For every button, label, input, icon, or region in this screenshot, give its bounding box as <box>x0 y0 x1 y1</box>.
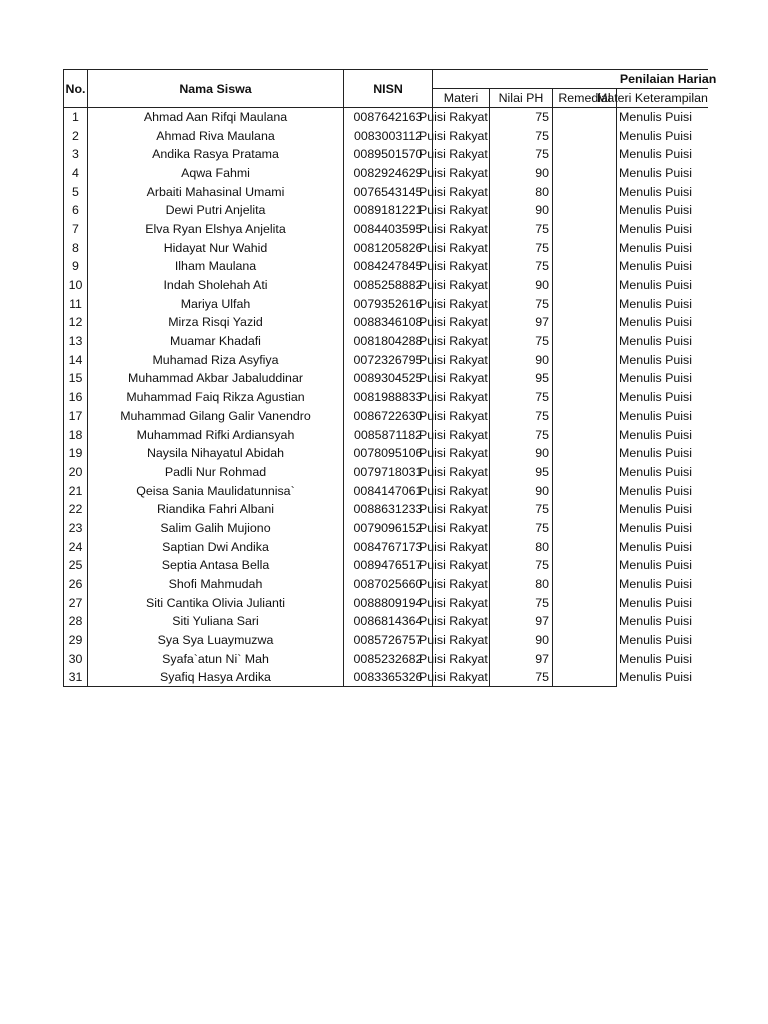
cell-nilai-ph: 90 <box>490 164 553 183</box>
table-row <box>64 126 708 145</box>
cell-nilai-ph: 95 <box>490 463 553 482</box>
cell-nilai-ph: 75 <box>490 407 553 426</box>
cell-materi-text: Puisi Rakyat <box>419 147 488 162</box>
cell-materi-keterampilan: Menulis Puisi <box>619 371 692 386</box>
cell-materi <box>419 276 490 295</box>
header-nama: Nama Siswa <box>88 70 344 108</box>
cell-nisn: 0079352616 <box>344 294 433 313</box>
table-row <box>64 238 708 257</box>
cell-materi-keterampilan: Menulis Puisi <box>619 203 692 218</box>
cell-nisn: 0079096152 <box>344 519 433 538</box>
cell-materi-keterampilan: Menulis Puisi <box>619 446 692 461</box>
cell-nama: Arbaiti Mahasinal Umami <box>88 182 344 201</box>
cell-no: 20 <box>64 463 88 482</box>
cell-no: 13 <box>64 332 88 351</box>
cell-no: 26 <box>64 575 88 594</box>
cell-nisn: 0089181221 <box>344 201 433 220</box>
cell-nisn: 0087642163 <box>344 108 433 127</box>
cell-materi-text: Puisi Rakyat <box>419 110 488 125</box>
cell-no: 30 <box>64 649 88 668</box>
cell-materi-text: Puisi Rakyat <box>419 502 488 517</box>
cell-no: 25 <box>64 556 88 575</box>
cell-nisn: 0085871182 <box>344 425 433 444</box>
cell-materi <box>419 182 490 201</box>
cell-materi-text: Puisi Rakyat <box>419 446 488 461</box>
cell-nilai-ph: 80 <box>490 575 553 594</box>
cell-materi <box>419 519 490 538</box>
cell-materi-keterampilan: Menulis Puisi <box>619 595 692 610</box>
table-row <box>64 537 708 556</box>
cell-remedial <box>553 108 617 127</box>
cell-nisn: 0088346108 <box>344 313 433 332</box>
cell-no: 4 <box>64 164 88 183</box>
cell-nisn: 0079718031 <box>344 463 433 482</box>
cell-no: 27 <box>64 593 88 612</box>
cell-materi-text: Puisi Rakyat <box>419 221 488 236</box>
header-remedial: Remedial <box>553 89 617 108</box>
cell-materi-text: Puisi Rakyat <box>419 184 488 199</box>
table-row <box>64 294 708 313</box>
cell-no: 16 <box>64 388 88 407</box>
cell-nisn: 0089501570 <box>344 145 433 164</box>
cell-nama: Aqwa Fahmi <box>88 164 344 183</box>
cell-nisn: 0081988833 <box>344 388 433 407</box>
cell-materi-text: Puisi Rakyat <box>419 520 488 535</box>
cell-nisn: 0089476517 <box>344 556 433 575</box>
cell-remedial <box>553 519 617 538</box>
cell-remedial <box>553 201 617 220</box>
cell-remedial <box>553 276 617 295</box>
cell-nilai-ph: 75 <box>490 556 553 575</box>
table-row <box>64 182 708 201</box>
cell-nama: Saptian Dwi Andika <box>88 537 344 556</box>
cell-materi-keterampilan: Menulis Puisi <box>619 128 692 143</box>
cell-nama: Syafa`atun Ni` Mah <box>88 649 344 668</box>
cell-materi-keterampilan: Menulis Puisi <box>619 259 692 274</box>
cell-nisn: 0086814364 <box>344 612 433 631</box>
cell-remedial <box>553 612 617 631</box>
cell-materi-keterampilan: Menulis Puisi <box>619 464 692 479</box>
cell-materi-keterampilan: Menulis Puisi <box>619 184 692 199</box>
cell-materi-text: Puisi Rakyat <box>419 371 488 386</box>
cell-no: 22 <box>64 500 88 519</box>
cell-materi <box>419 220 490 239</box>
cell-nilai-ph: 75 <box>490 145 553 164</box>
cell-nisn: 0083365326 <box>344 668 433 687</box>
cell-nilai-ph: 97 <box>490 649 553 668</box>
cell-materi-keterampilan: Menulis Puisi <box>619 651 692 666</box>
cell-no: 18 <box>64 425 88 444</box>
cell-materi <box>419 556 490 575</box>
cell-materi <box>419 407 490 426</box>
table-row <box>64 350 708 369</box>
cell-no: 7 <box>64 220 88 239</box>
cell-nilai-ph: 75 <box>490 126 553 145</box>
cell-nilai-ph: 80 <box>490 537 553 556</box>
header-materi-keterampilan-label: Materi Keterampilan <box>597 91 708 105</box>
cell-remedial <box>553 593 617 612</box>
table-row <box>64 407 708 426</box>
cell-remedial <box>553 182 617 201</box>
header-nilai-ph: Nilai PH <box>490 89 553 108</box>
cell-remedial <box>553 425 617 444</box>
cell-materi-keterampilan: Menulis Puisi <box>619 278 692 293</box>
cell-nilai-ph: 90 <box>490 350 553 369</box>
cell-materi-keterampilan: Menulis Puisi <box>619 633 692 648</box>
table-row <box>64 481 708 500</box>
cell-nama: Mirza Risqi Yazid <box>88 313 344 332</box>
cell-materi-text: Puisi Rakyat <box>419 577 488 592</box>
cell-no: 15 <box>64 369 88 388</box>
cell-materi-text: Puisi Rakyat <box>419 670 488 685</box>
cell-nama: Muhamad Riza Asyfiya <box>88 350 344 369</box>
cell-nisn: 0078095106 <box>344 444 433 463</box>
cell-nilai-ph: 75 <box>490 668 553 687</box>
cell-nisn: 0084247845 <box>344 257 433 276</box>
cell-no: 9 <box>64 257 88 276</box>
cell-nama: Siti Cantika Olivia Julianti <box>88 593 344 612</box>
header-no: No. <box>64 70 88 108</box>
table-row <box>64 201 708 220</box>
cell-nama: Riandika Fahri Albani <box>88 500 344 519</box>
cell-materi <box>419 201 490 220</box>
cell-materi-text: Puisi Rakyat <box>419 464 488 479</box>
cell-no: 12 <box>64 313 88 332</box>
cell-nilai-ph: 75 <box>490 257 553 276</box>
cell-materi-text: Puisi Rakyat <box>419 483 488 498</box>
cell-materi-keterampilan: Menulis Puisi <box>619 483 692 498</box>
cell-remedial <box>553 164 617 183</box>
cell-materi <box>419 500 490 519</box>
cell-nisn: 0087025660 <box>344 575 433 594</box>
cell-materi-text: Puisi Rakyat <box>419 427 488 442</box>
cell-materi <box>419 575 490 594</box>
cell-nisn: 0084767173 <box>344 537 433 556</box>
table-row <box>64 108 708 127</box>
cell-nilai-ph: 75 <box>490 332 553 351</box>
cell-remedial <box>553 537 617 556</box>
cell-materi-text: Puisi Rakyat <box>419 408 488 423</box>
cell-nisn: 0088631233 <box>344 500 433 519</box>
table-row <box>64 425 708 444</box>
cell-nama: Sya Sya Luaymuzwa <box>88 631 344 650</box>
cell-nisn: 0084403595 <box>344 220 433 239</box>
cell-materi-text: Puisi Rakyat <box>419 651 488 666</box>
table-row <box>64 145 708 164</box>
table-row <box>64 519 708 538</box>
cell-nilai-ph: 75 <box>490 388 553 407</box>
cell-materi-keterampilan: Menulis Puisi <box>619 427 692 442</box>
cell-nilai-ph: 97 <box>490 313 553 332</box>
student-score-table <box>63 69 717 687</box>
cell-nama: Syafiq Hasya Ardika <box>88 668 344 687</box>
cell-nilai-ph: 95 <box>490 369 553 388</box>
cell-nama: Muamar Khadafi <box>88 332 344 351</box>
cell-materi-keterampilan: Menulis Puisi <box>619 296 692 311</box>
cell-materi <box>419 444 490 463</box>
table-row <box>64 220 708 239</box>
cell-no: 5 <box>64 182 88 201</box>
cell-nama: Muhammad Akbar Jabaluddinar <box>88 369 344 388</box>
cell-materi-text: Puisi Rakyat <box>419 595 488 610</box>
cell-materi-text: Puisi Rakyat <box>419 352 488 367</box>
cell-nilai-ph: 75 <box>490 593 553 612</box>
cell-no: 28 <box>64 612 88 631</box>
cell-no: 29 <box>64 631 88 650</box>
cell-materi-text: Puisi Rakyat <box>419 334 488 349</box>
cell-nama: Septia Antasa Bella <box>88 556 344 575</box>
cell-no: 3 <box>64 145 88 164</box>
cell-materi <box>419 631 490 650</box>
cell-nama: Dewi Putri Anjelita <box>88 201 344 220</box>
cell-materi <box>419 537 490 556</box>
cell-materi <box>419 126 490 145</box>
cell-nama: Padli Nur Rohmad <box>88 463 344 482</box>
header-group <box>433 70 717 89</box>
cell-remedial <box>553 500 617 519</box>
cell-nisn: 0083003112 <box>344 126 433 145</box>
cell-no: 31 <box>64 668 88 687</box>
cell-nisn: 0072326795 <box>344 350 433 369</box>
table-row <box>64 631 708 650</box>
cell-materi-keterampilan: Menulis Puisi <box>619 558 692 573</box>
cell-remedial <box>553 313 617 332</box>
cell-nisn: 0085726757 <box>344 631 433 650</box>
cell-materi-text: Puisi Rakyat <box>419 259 488 274</box>
cell-remedial <box>553 332 617 351</box>
cell-materi-keterampilan: Menulis Puisi <box>619 147 692 162</box>
cell-materi <box>419 313 490 332</box>
cell-nisn: 0085232682 <box>344 649 433 668</box>
cell-nilai-ph: 80 <box>490 182 553 201</box>
cell-nisn: 0081804288 <box>344 332 433 351</box>
cell-nama: Ahmad Riva Maulana <box>88 126 344 145</box>
cell-materi <box>419 463 490 482</box>
cell-remedial <box>553 126 617 145</box>
cell-nilai-ph: 75 <box>490 220 553 239</box>
table-row <box>64 164 708 183</box>
cell-materi-text: Puisi Rakyat <box>419 296 488 311</box>
cell-nisn: 0088809194 <box>344 593 433 612</box>
cell-remedial <box>553 575 617 594</box>
cell-materi <box>419 668 490 687</box>
cell-remedial <box>553 631 617 650</box>
table-row <box>64 556 708 575</box>
cell-nilai-ph: 90 <box>490 276 553 295</box>
cell-nama: Muhammad Rifki Ardiansyah <box>88 425 344 444</box>
cell-remedial <box>553 145 617 164</box>
cell-materi-keterampilan: Menulis Puisi <box>619 165 692 180</box>
cell-nama: Shofi Mahmudah <box>88 575 344 594</box>
cell-materi-text: Puisi Rakyat <box>419 390 488 405</box>
cell-materi-text: Puisi Rakyat <box>419 278 488 293</box>
cell-remedial <box>553 257 617 276</box>
cell-materi-text: Puisi Rakyat <box>419 633 488 648</box>
cell-no: 8 <box>64 238 88 257</box>
cell-remedial <box>553 556 617 575</box>
cell-materi-keterampilan: Menulis Puisi <box>619 352 692 367</box>
table-row <box>64 593 708 612</box>
cell-no: 17 <box>64 407 88 426</box>
header-materi-keterampilan <box>597 89 708 108</box>
cell-nilai-ph: 90 <box>490 481 553 500</box>
cell-remedial <box>553 350 617 369</box>
cell-nisn: 0076543145 <box>344 182 433 201</box>
cell-remedial <box>553 388 617 407</box>
cell-materi <box>419 369 490 388</box>
table-row <box>64 463 708 482</box>
cell-materi-text: Puisi Rakyat <box>419 558 488 573</box>
cell-no: 14 <box>64 350 88 369</box>
cell-materi <box>419 294 490 313</box>
cell-materi <box>419 612 490 631</box>
cell-materi-keterampilan: Menulis Puisi <box>619 502 692 517</box>
cell-nama: Naysila Nihayatul Abidah <box>88 444 344 463</box>
cell-nisn: 0089304525 <box>344 369 433 388</box>
cell-materi-text: Puisi Rakyat <box>419 165 488 180</box>
cell-nama: Salim Galih Mujiono <box>88 519 344 538</box>
cell-materi-text: Puisi Rakyat <box>419 240 488 255</box>
cell-nilai-ph: 75 <box>490 294 553 313</box>
cell-no: 11 <box>64 294 88 313</box>
cell-nilai-ph: 75 <box>490 238 553 257</box>
cell-remedial <box>553 407 617 426</box>
cell-nama: Ahmad Aan Rifqi Maulana <box>88 108 344 127</box>
cell-no: 6 <box>64 201 88 220</box>
cell-nilai-ph: 75 <box>490 425 553 444</box>
cell-nilai-ph: 97 <box>490 612 553 631</box>
table-row <box>64 668 708 687</box>
table-row <box>64 369 708 388</box>
table-row <box>64 276 708 295</box>
table-row <box>64 500 708 519</box>
cell-remedial <box>553 294 617 313</box>
cell-no: 23 <box>64 519 88 538</box>
cell-materi-keterampilan: Menulis Puisi <box>619 670 692 685</box>
cell-materi <box>419 425 490 444</box>
cell-materi <box>419 164 490 183</box>
cell-materi-keterampilan: Menulis Puisi <box>619 577 692 592</box>
cell-nisn: 0081205826 <box>344 238 433 257</box>
cell-materi <box>419 108 490 127</box>
cell-materi-text: Puisi Rakyat <box>419 315 488 330</box>
cell-nisn: 0085258882 <box>344 276 433 295</box>
cell-nilai-ph: 75 <box>490 519 553 538</box>
cell-materi-text: Puisi Rakyat <box>419 128 488 143</box>
cell-materi-text: Puisi Rakyat <box>419 614 488 629</box>
cell-no: 24 <box>64 537 88 556</box>
cell-nama: Indah Sholehah Ati <box>88 276 344 295</box>
cell-nilai-ph: 90 <box>490 201 553 220</box>
cell-nilai-ph: 90 <box>490 444 553 463</box>
cell-materi-keterampilan: Menulis Puisi <box>619 240 692 255</box>
header-nisn: NISN <box>344 70 433 108</box>
cell-nama: Hidayat Nur Wahid <box>88 238 344 257</box>
cell-nama: Qeisa Sania Maulidatunnisa` <box>88 481 344 500</box>
cell-remedial <box>553 463 617 482</box>
cell-remedial <box>553 369 617 388</box>
cell-remedial <box>553 668 617 687</box>
cell-remedial <box>553 444 617 463</box>
cell-nama: Ilham Maulana <box>88 257 344 276</box>
cell-materi-keterampilan: Menulis Puisi <box>619 221 692 236</box>
cell-remedial <box>553 649 617 668</box>
cell-remedial <box>553 220 617 239</box>
cell-materi <box>419 238 490 257</box>
cell-materi <box>419 350 490 369</box>
cell-materi-keterampilan: Menulis Puisi <box>619 110 692 125</box>
table-row <box>64 649 708 668</box>
cell-nama: Siti Yuliana Sari <box>88 612 344 631</box>
cell-materi <box>419 481 490 500</box>
cell-no: 21 <box>64 481 88 500</box>
table-row <box>64 332 708 351</box>
cell-remedial <box>553 238 617 257</box>
cell-nisn: 0084147061 <box>344 481 433 500</box>
header-group-label: Penilaian Harian <box>619 72 717 86</box>
cell-materi <box>419 257 490 276</box>
cell-no: 19 <box>64 444 88 463</box>
cell-no: 2 <box>64 126 88 145</box>
cell-materi-keterampilan: Menulis Puisi <box>619 390 692 405</box>
cell-materi <box>419 145 490 164</box>
header-materi: Materi <box>433 89 490 108</box>
cell-materi-keterampilan: Menulis Puisi <box>619 315 692 330</box>
cell-nilai-ph: 75 <box>490 500 553 519</box>
table-row <box>64 575 708 594</box>
cell-nama: Muhammad Faiq Rikza Agustian <box>88 388 344 407</box>
table-row <box>64 313 708 332</box>
table-row <box>64 388 708 407</box>
cell-nama: Mariya Ulfah <box>88 294 344 313</box>
cell-materi-keterampilan: Menulis Puisi <box>619 520 692 535</box>
table-row <box>64 612 708 631</box>
cell-nilai-ph: 75 <box>490 108 553 127</box>
table-row <box>64 257 708 276</box>
cell-nama: Andika Rasya Pratama <box>88 145 344 164</box>
cell-materi-keterampilan: Menulis Puisi <box>619 614 692 629</box>
cell-materi <box>419 649 490 668</box>
cell-nilai-ph: 90 <box>490 631 553 650</box>
cell-remedial <box>553 481 617 500</box>
cell-nisn: 0082924629 <box>344 164 433 183</box>
cell-materi-keterampilan: Menulis Puisi <box>619 408 692 423</box>
cell-nama: Muhammad Gilang Galir Vanendro <box>88 407 344 426</box>
cell-materi <box>419 388 490 407</box>
cell-materi <box>419 332 490 351</box>
cell-materi-keterampilan: Menulis Puisi <box>619 334 692 349</box>
header-row-1 <box>64 70 708 89</box>
cell-nisn: 0086722630 <box>344 407 433 426</box>
cell-nama: Elva Ryan Elshya Anjelita <box>88 220 344 239</box>
cell-materi-text: Puisi Rakyat <box>419 539 488 554</box>
cell-materi <box>419 593 490 612</box>
cell-materi-keterampilan: Menulis Puisi <box>619 539 692 554</box>
cell-no: 10 <box>64 276 88 295</box>
cell-no: 1 <box>64 108 88 127</box>
cell-materi-text: Puisi Rakyat <box>419 203 488 218</box>
table-row <box>64 444 708 463</box>
